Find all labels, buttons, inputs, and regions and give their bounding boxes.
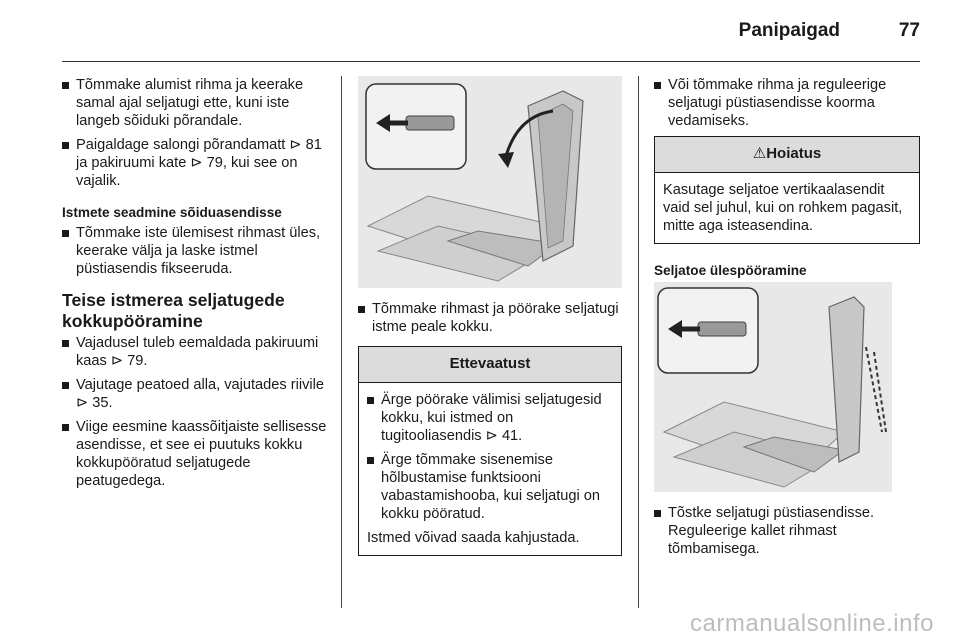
seat-fold-illustration [358,76,622,288]
bullet-list [654,504,920,558]
seat-raise-illustration [654,282,892,492]
bullet-list [358,300,622,336]
list-item: Tõmmake iste ülemisest rihmast üles, keerake välja ja laske istmel püstiasendis fikseeruda. [62,224,332,278]
caution-box [358,346,622,556]
warning-title: Hoiatus [766,145,822,162]
page-header [0,0,960,62]
header-rule [62,61,920,62]
list-item: Tõstke seljatugi püstiasendisse. Reguleerige kallet rihmast tõmbamisega. [654,504,920,558]
list-item: Tõmmake rihmast ja pöörake seljatugi istme peale kokku. [358,300,622,336]
bullet-list [367,391,613,523]
watermark: carmanualsonline.info [690,610,934,637]
list-item: Vajutage peatoed alla, vajutades riivile ⊳ 35. [62,376,332,412]
column-2 [358,76,622,556]
subheading: Seljatoe ülespööramine [654,263,807,278]
seat-raise-drawing [654,282,892,492]
bullet-list [62,334,332,490]
list-item: Vajadusel tuleb eemaldada pakiruumi kaas ⊳ 79. [62,334,332,370]
bullet-list [62,76,332,190]
list-item: Ärge pöörake välimisi seljatugesid kokku, kui istmed on tugitooliasendis ⊳ 41. [367,391,613,445]
caution-note: Istmed võivad saada kahjustada. [367,530,580,546]
page-title: Panipaigad [738,20,840,41]
list-item: Paigaldage salongi põrandamatt ⊳ 81 ja pakiruumi kate ⊳ 79, kui see on vajalik. [62,136,332,190]
column-divider [341,76,342,608]
warning-icon: ⚠ [752,145,767,162]
bullet-list [62,224,332,278]
column-1 [62,76,332,496]
list-item: Ärge tõmmake sisenemise hõlbustamise funktsiooni vabastamishooba, kui seljatugi on kokku pööratud. [367,451,613,523]
column-divider [638,76,639,608]
list-item: Või tõmmake rihma ja reguleerige seljatugi püstiasendisse koorma vedamiseks. [654,76,920,130]
warning-header [655,137,919,173]
list-item: Tõmmake alumist rihma ja keerake samal ajal seljatugi ette, kuni iste langeb sõiduki põrandale. [62,76,332,130]
bullet-list [654,76,920,130]
caution-title: Ettevaatust [359,347,621,383]
page-number: 77 [898,20,920,41]
warning-text: Kasutage seljatoe vertikaalasendit vaid sel juhul, kui on rohkem pagasit, mitte aga isteasendina. [663,182,903,234]
warning-box [654,136,920,244]
section-heading: Teise istmerea seljatugede kokkupööramine [62,290,285,331]
seat-fold-drawing [358,76,622,288]
column-3 [654,76,920,564]
list-item: Viige eesmine kaassõitjaiste sellisesse asendisse, et see ei puutuks kokku kokkupööratud seljatugede peatugedega. [62,418,332,490]
subheading: Istmete seadmine sõiduasendisse [62,205,282,220]
